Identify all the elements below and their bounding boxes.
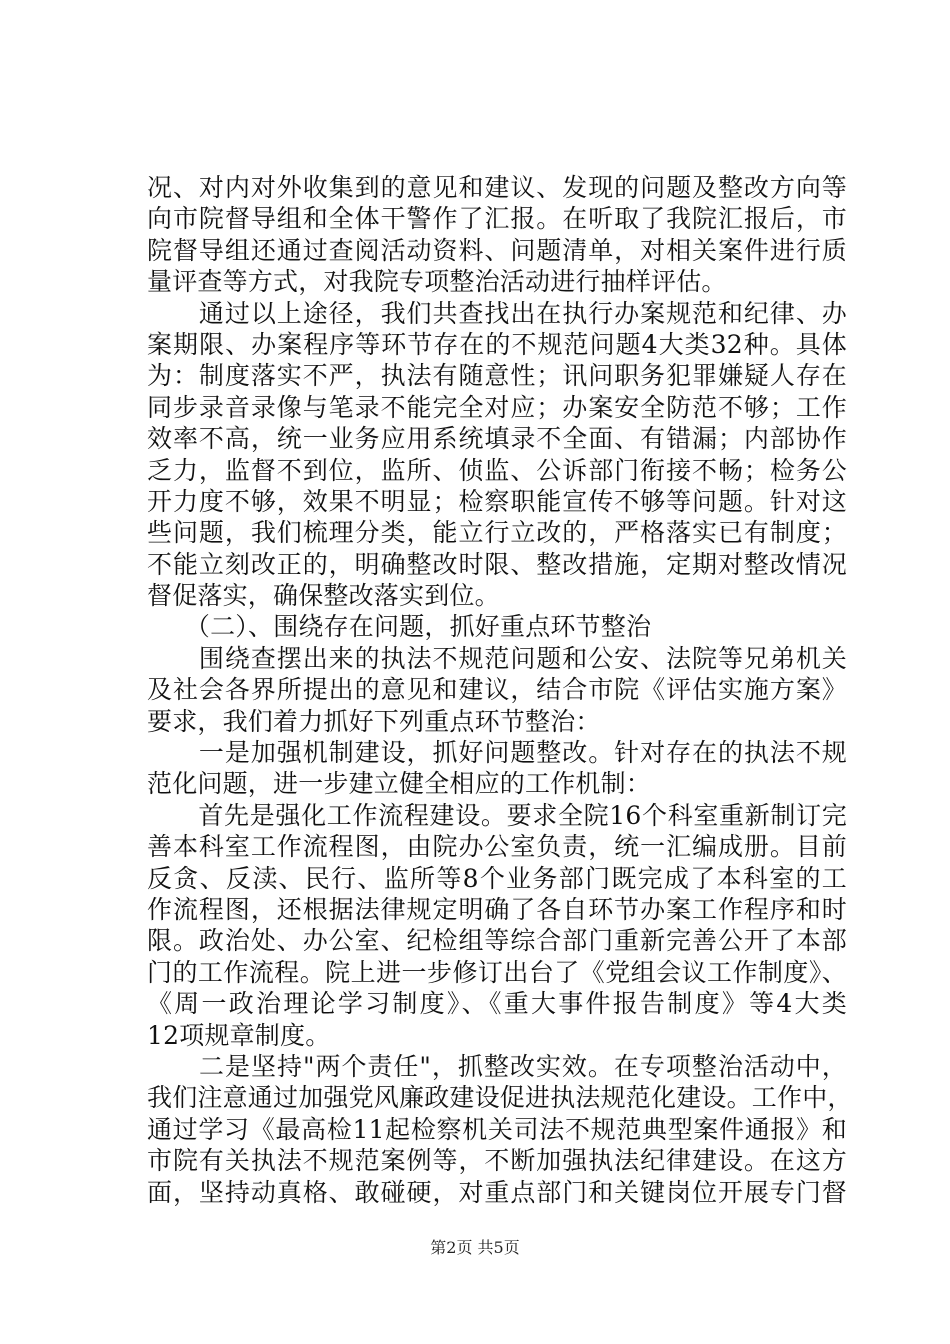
text-line: 12项规章制度。: [147, 1020, 331, 1050]
text-line: 量评查等方式，对我院专项整治活动进行抽样评估。: [147, 267, 727, 297]
text-line: 围绕查摆出来的执法不规范问题和公安、法院等兄弟机关: [147, 643, 847, 673]
text-line: 及社会各界所提出的意见和建议，结合市院《评估实施方案》: [147, 675, 847, 705]
page-footer: 第2页 共5页: [430, 1238, 520, 1257]
text-line: 通过以上途径，我们共查找出在执行办案规范和纪律、办: [147, 298, 847, 328]
text-line: 要求，我们着力抓好下列重点环节整治：: [147, 706, 601, 736]
paragraph: [147, 172, 847, 298]
text-line: 乏力，监督不到位，监所、侦监、公诉部门衔接不畅；检务公: [147, 455, 847, 485]
text-line: 善本科室工作流程图，由院办公室负责，统一汇编成册。目前: [147, 832, 847, 862]
paragraph: [147, 643, 847, 737]
text-line: 作流程图，还根据法律规定明确了各自环节办案工作程序和时: [147, 894, 847, 924]
text-line: 为：制度落实不严，执法有随意性；讯问职务犯罪嫌疑人存在: [147, 361, 847, 391]
paragraph: [147, 800, 847, 1051]
text-line: 不能立刻改正的，明确整改时限、整改措施，定期对整改情况: [147, 549, 847, 579]
text-line: 首先是强化工作流程建设。要求全院16个科室重新制订完: [147, 800, 847, 830]
text-line: 些问题，我们梳理分类，能立行立改的，严格落实已有制度；: [147, 518, 847, 548]
text-line: 二是坚持"两个责任"，抓整改实效。在专项整治活动中，: [147, 1051, 847, 1081]
text-line: 一是加强机制建设，抓好问题整改。针对存在的执法不规: [147, 738, 847, 768]
paragraph: [147, 1051, 853, 1208]
document-body: [147, 172, 853, 1208]
text-line: 案期限、办案程序等环节存在的不规范问题4大类32种。具体: [147, 329, 847, 359]
text-line: 我们注意通过加强党风廉政建设促进执法规范化建设。工作中，: [147, 1083, 853, 1113]
text-line: 通过学习《最高检11起检察机关司法不规范典型案件通报》和: [147, 1114, 847, 1144]
text-line: 院督导组还通过查阅活动资料、问题清单，对相关案件进行质: [147, 235, 847, 265]
text-line: 向市院督导组和全体干警作了汇报。在听取了我院汇报后，市: [147, 204, 847, 234]
text-line: 况、对内对外收集到的意见和建议、发现的问题及整改方向等: [147, 173, 847, 202]
paragraph: [147, 298, 847, 612]
text-line: （二）、围绕存在问题，抓好重点环节整治: [147, 612, 652, 642]
text-line: 限。政治处、办公室、纪检组等综合部门重新完善公开了本部: [147, 926, 847, 956]
paragraph: [147, 737, 847, 800]
text-line: 《周一政治理论学习制度》、《重大事件报告制度》等4大类: [147, 989, 847, 1019]
text-line: 市院有关执法不规范案例等，不断加强执法纪律建设。在这方: [147, 1146, 847, 1176]
text-line: 反贪、反渎、民行、监所等8个业务部门既完成了本科室的工: [147, 863, 847, 893]
section-heading: [147, 611, 847, 642]
text-line: 开力度不够，效果不明显；检察职能宣传不够等问题。针对这: [147, 486, 847, 516]
text-line: 面，坚持动真格、敢碰硬，对重点部门和关键岗位开展专门督: [147, 1177, 847, 1207]
text-line: 范化问题，进一步建立健全相应的工作机制：: [147, 769, 652, 799]
text-line: 效率不高，统一业务应用系统填录不全面、有错漏；内部协作: [147, 424, 847, 454]
text-line: 督促落实，确保整改落实到位。: [147, 581, 500, 611]
text-line: 同步录音录像与笔录不能完全对应；办案安全防范不够；工作: [147, 392, 847, 422]
text-line: 门的工作流程。院上进一步修订出台了《党组会议工作制度》、: [147, 957, 847, 987]
